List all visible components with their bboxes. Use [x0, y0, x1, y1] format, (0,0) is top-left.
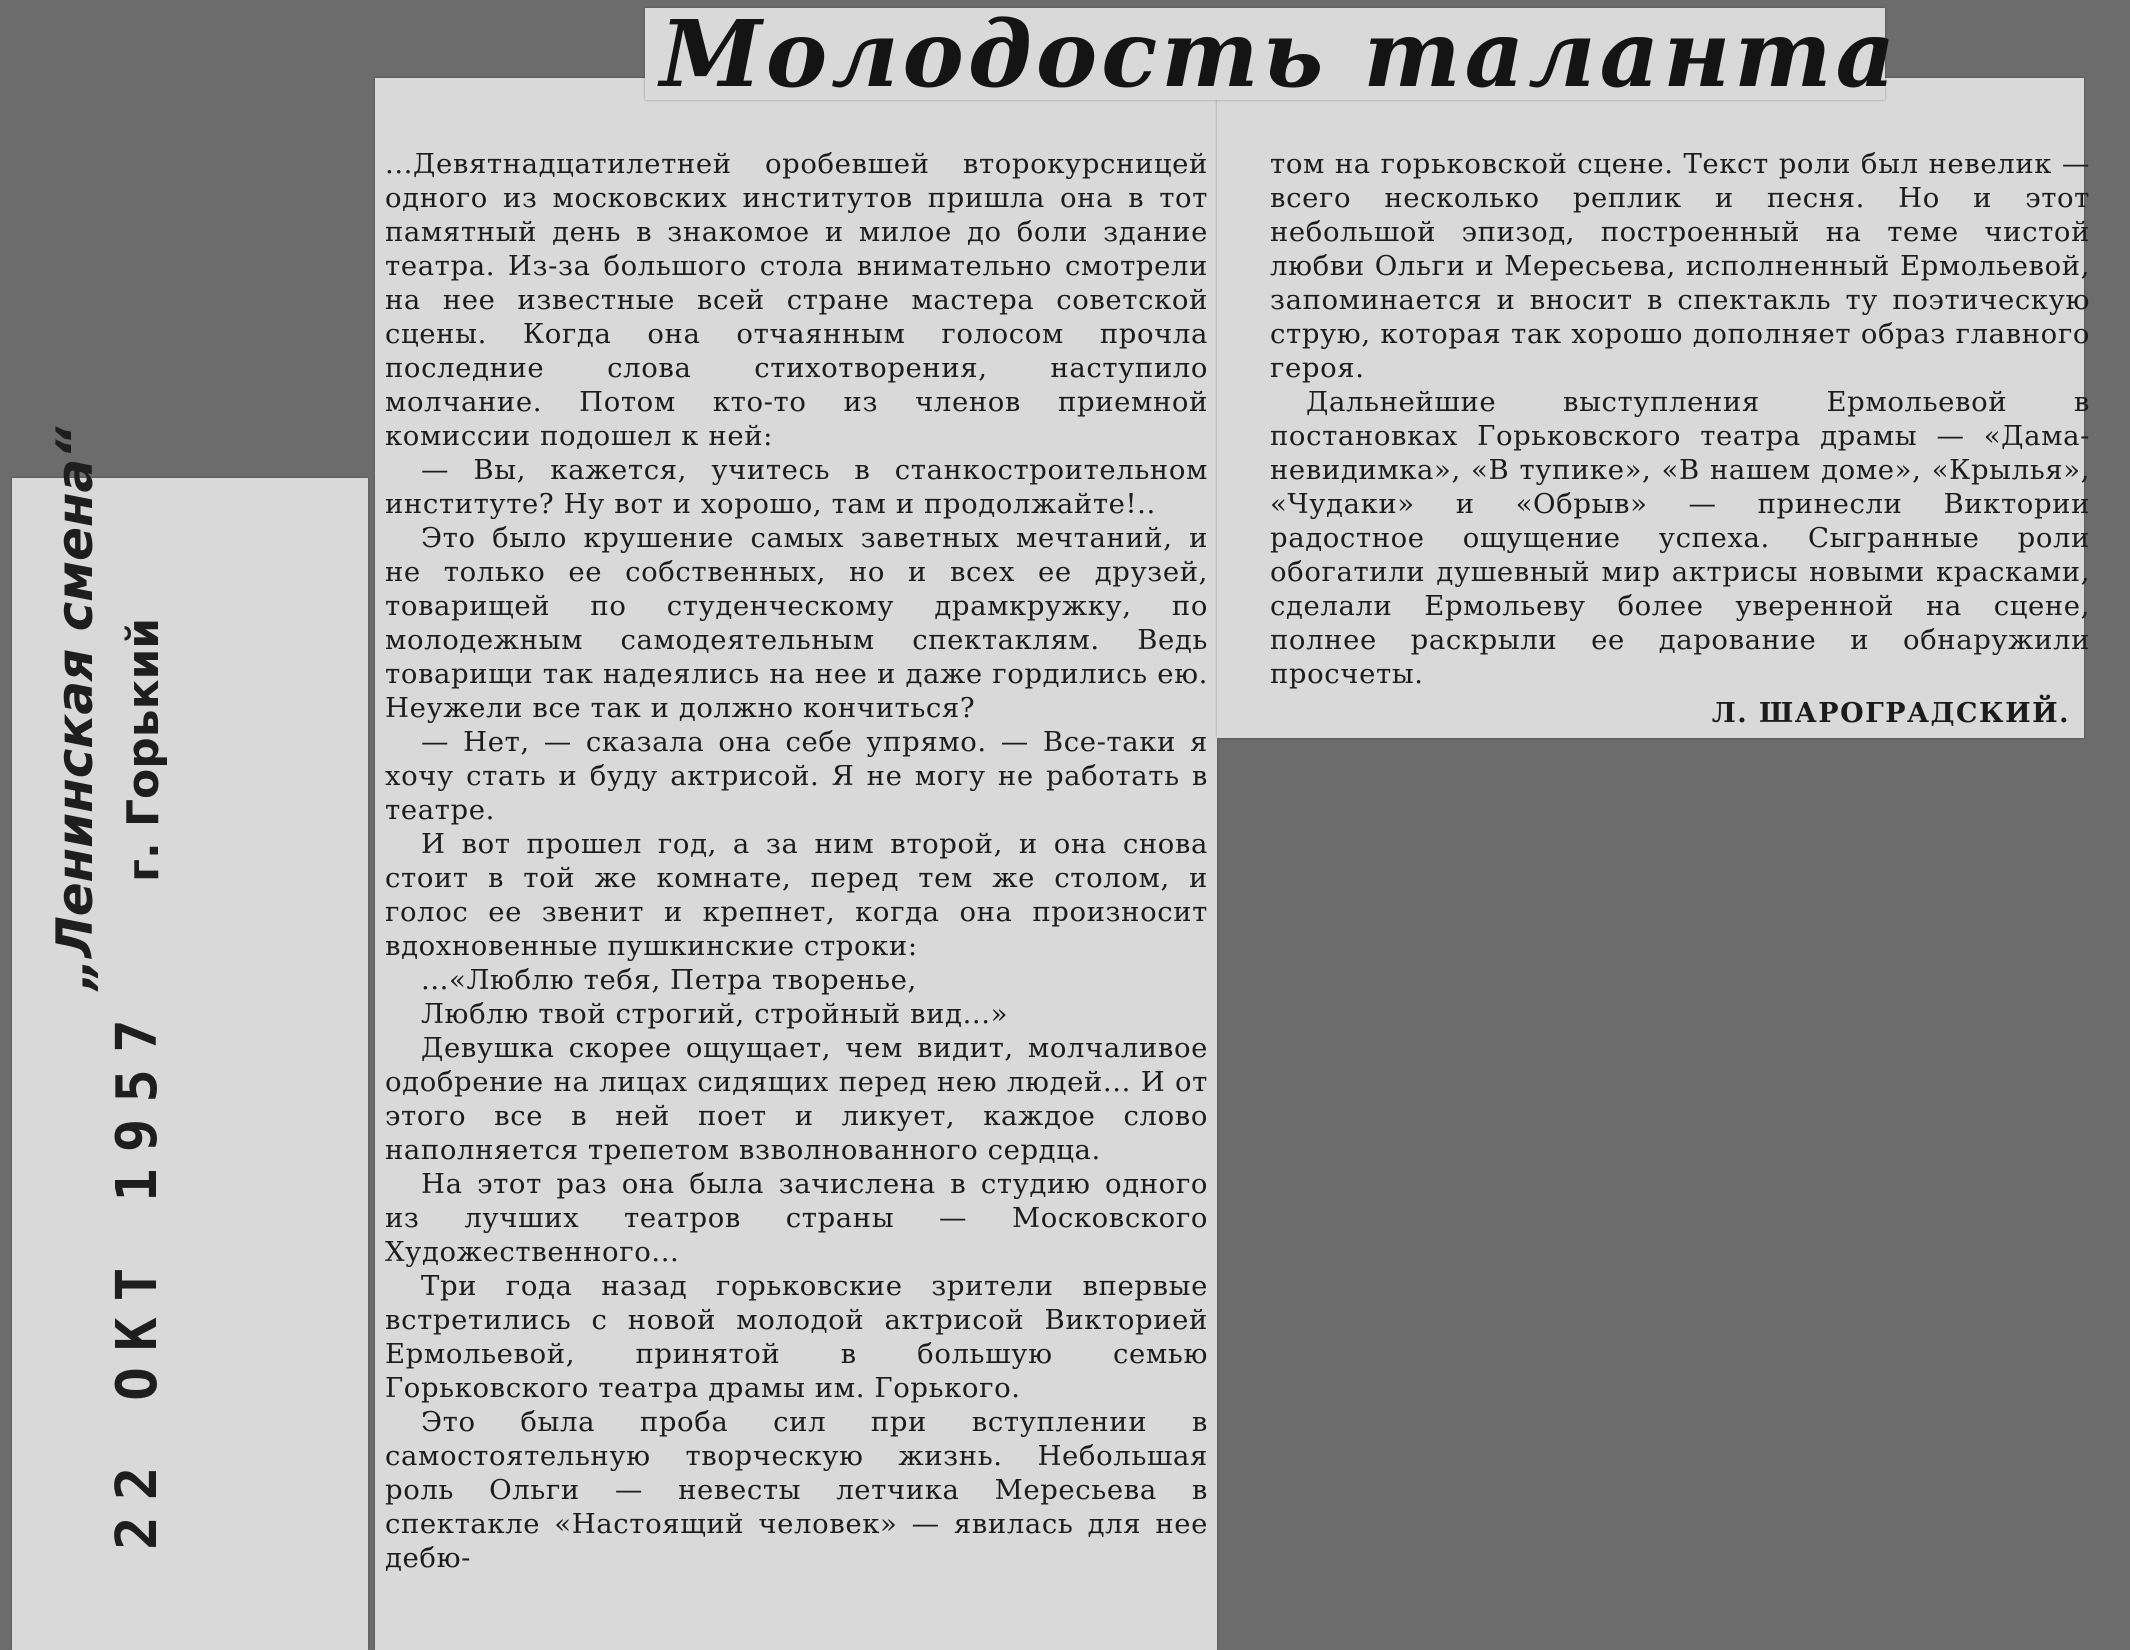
poem-line: ...«Люблю тебя, Петра творенье, — [421, 964, 917, 996]
paragraph: Три года назад горьковские зрители впервые встретились с новой молодой актрисой Викторией Ермольевой, принятой в большую семью Горьковского театра драмы им. Горького. — [385, 1270, 1208, 1404]
paragraph: Это было крушение самых заветных мечтаний, и не только ее собственных, но и всех ее друзей, товарищей по студенческому драмкружку, по молодежным самодеятельным спектаклям. Ведь товарищи так надеялись на нее и даже гордились ею. Неужели все так и должно кончиться? — [385, 522, 1208, 724]
article-column-right — [1270, 147, 2090, 731]
paragraph: — Нет, — сказала она себе упрямо. — Все-таки я хочу стать и буду актрисой. Я не могу не работать в театре. — [385, 726, 1208, 826]
newspaper-name-stamp: „Ленинская смена“ — [46, 426, 104, 990]
paragraph: Дальнейшие выступления Ермольевой в постановках Горьковского театра драмы — «Дама-невидимка», «В тупике», «В нашем доме», «Крылья», «Чудаки» и «Обрыв» — принесли Виктории радостное ощущение успеха. Сыгранные роли обогатили душевный мир актрисы новыми красками, сделали Ермольеву более уверенной на сцене, полнее раскрыли ее дарование и обнаружили просчеты. — [1270, 386, 2090, 690]
paragraph: На этот раз она была зачислена в студию одного из лучших театров страны — Московского Художественного... — [385, 1168, 1208, 1268]
city-stamp: г. Горький — [118, 617, 169, 883]
paragraph: И вот прошел год, а за ним второй, и она снова стоит в той же комнате, перед тем же столом, и голос ее звенит и крепнет, когда она произносит вдохновенные пушкинские строки: — [385, 828, 1208, 962]
paragraph: Это была проба сил при вступлении в самостоятельную творческую жизнь. Небольшая роль Ольги — невесты летчика Мересьева в спектакле «Настоящий человек» — явилась для нее дебю- — [385, 1406, 1208, 1574]
date-stamp: 22 ОКТ 1957 — [105, 1003, 170, 1550]
paragraph: ...Девятнадцатилетней оробевшей второкурсницей одного из московских институтов пришла она в тот памятный день в знакомое и милое до боли здание театра. Из-за большого стола внимательно смотрели на нее известные всей стране мастера советской сцены. Когда она отчаянным голосом прочла последние слова стихотворения, наступило молчание. Потом кто-то из членов приемной комиссии подошел к ней: — [385, 148, 1208, 452]
paragraph: том на горьковской сцене. Текст роли был невелик — всего несколько реплик и песня. Но и этот небольшой эпизод, построенный на теме чистой любви Ольги и Мересьева, исполненный Ермольевой, запоминается и вносит в спектакль ту поэтическую струю, которая так хорошо дополняет образ главного героя. — [1270, 148, 2090, 384]
author-signature: Л. ШАРОГРАДСКИЙ. — [1711, 698, 2070, 729]
paragraph: — Вы, кажется, учитесь в станкостроительном институте? Ну вот и хорошо, там и продолжайте!.. — [385, 454, 1208, 520]
article-column-left — [385, 147, 1208, 1575]
poem-line: Люблю твой строгий, стройный вид...» — [421, 998, 1009, 1030]
paragraph: Девушка скорее ощущает, чем видит, молчаливое одобрение на лицах сидящих перед нею людей... И от этого все в ней поет и ликует, каждое слово наполняется трепетом взволнованного сердца. — [385, 1032, 1208, 1166]
article-title: Молодость таланта — [660, 0, 1900, 108]
